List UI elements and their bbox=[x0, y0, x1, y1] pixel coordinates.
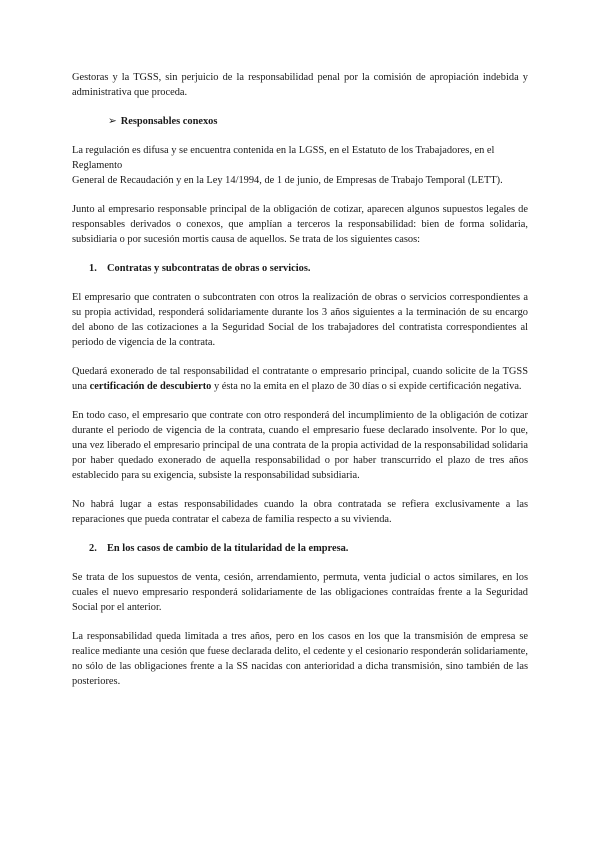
heading-text: Contratas y subcontratas de obras o servicios. bbox=[107, 263, 311, 274]
heading-cambio-titularidad bbox=[72, 541, 528, 556]
paragraph-intro: Gestoras y la TGSS, sin perjuicio de la responsabilidad penal por la comisión de apropiación indebida y administrativa que proceda. bbox=[72, 72, 528, 98]
heading-responsables-conexos bbox=[72, 114, 528, 129]
paragraph-todo-caso: En todo caso, el empresario que contrate con otro responderá del incumplimiento de la obligación de cotizar durante el periodo de vigencia de la contrata, cuando el empresario fuese declarado insolvente. Por lo que, una vez liberado el empresario principal de una contrata de la propia actividad de la responsabilidad solidaria por haber quedado exonerado de aquella responsabilidad o por haber transcurrido el plazo de tres años establecido para su exigencia, subsiste la responsabilidad subsidiaria. bbox=[72, 410, 528, 481]
text-span: y ésta no la emita en el plazo de 30 días o si expide certificación negativa. bbox=[211, 381, 522, 392]
paragraph-no-habra: No habrá lugar a estas responsabilidades cuando la obra contratada se refiera exclusivamente a las reparaciones que pueda contratar el cabeza de familia respecto a su vivienda. bbox=[72, 499, 528, 525]
bold-term: certificación de descubierto bbox=[89, 381, 212, 392]
paragraph-limitada: La responsabilidad queda limitada a tres años, pero en los casos en los que la transmisión de empresa se realice mediante una cesión que fuese declarada delito, el cedente y el cesionario responderán solidariamente, no sólo de las obligaciones frente a la SS nacidas con anterioridad a dicha transmisión, sino también de las posteriores. bbox=[72, 631, 528, 687]
heading-text: Responsables conexos bbox=[120, 116, 218, 127]
heading-number: 2. bbox=[89, 543, 97, 554]
paragraph-responsables: Junto al empresario responsable principal de la obligación de cotizar, aparecen algunos supuestos legales de responsables derivados o conexos, que amplían a terceros la responsabilidad: bien de forma solidaria, subsidiaria o por sucesión mortis causa de aquellos. Se trata de los siguientes casos: bbox=[72, 204, 528, 245]
heading-text: En los casos de cambio de la titularidad de la empresa. bbox=[107, 543, 349, 554]
document-page bbox=[72, 70, 528, 689]
heading-contratas bbox=[72, 261, 528, 276]
paragraph-supuestos: Se trata de los supuestos de venta, cesión, arrendamiento, permuta, venta judicial o actos similares, en los cuales el nuevo empresario responderá solidariamente de las obligaciones contraídas frente a la Seguridad Social por el anterior. bbox=[72, 572, 528, 613]
heading-number: 1. bbox=[89, 263, 97, 274]
paragraph-regulacion-1: La regulación es difusa y se encuentra contenida en la LGSS, en el Estatuto de los Trabajadores, en el Reglamento bbox=[72, 145, 495, 171]
arrow-bullet-icon: ➢ bbox=[108, 116, 117, 127]
paragraph-regulacion-2: General de Recaudación y en la Ley 14/1994, de 1 de junio, de Empresas de Trabajo Temporal (LETT). bbox=[72, 175, 503, 186]
text-span: Quedará exonerado de tal responsabilidad el contratante o empresario principal, cuando solicite de la TGSS una bbox=[72, 366, 528, 392]
paragraph-contratas: El empresario que contraten o subcontraten con otros la realización de obras o servicios correspondientes a su propia actividad, responderá solidariamente durante los 3 años siguientes a la terminación de su encargo del abono de las cotizaciones a la Seguridad Social de los trabajadores del contratista correspondientes al periodo de vigencia de la contrata. bbox=[72, 292, 528, 348]
paragraph-exonerado bbox=[72, 364, 528, 394]
